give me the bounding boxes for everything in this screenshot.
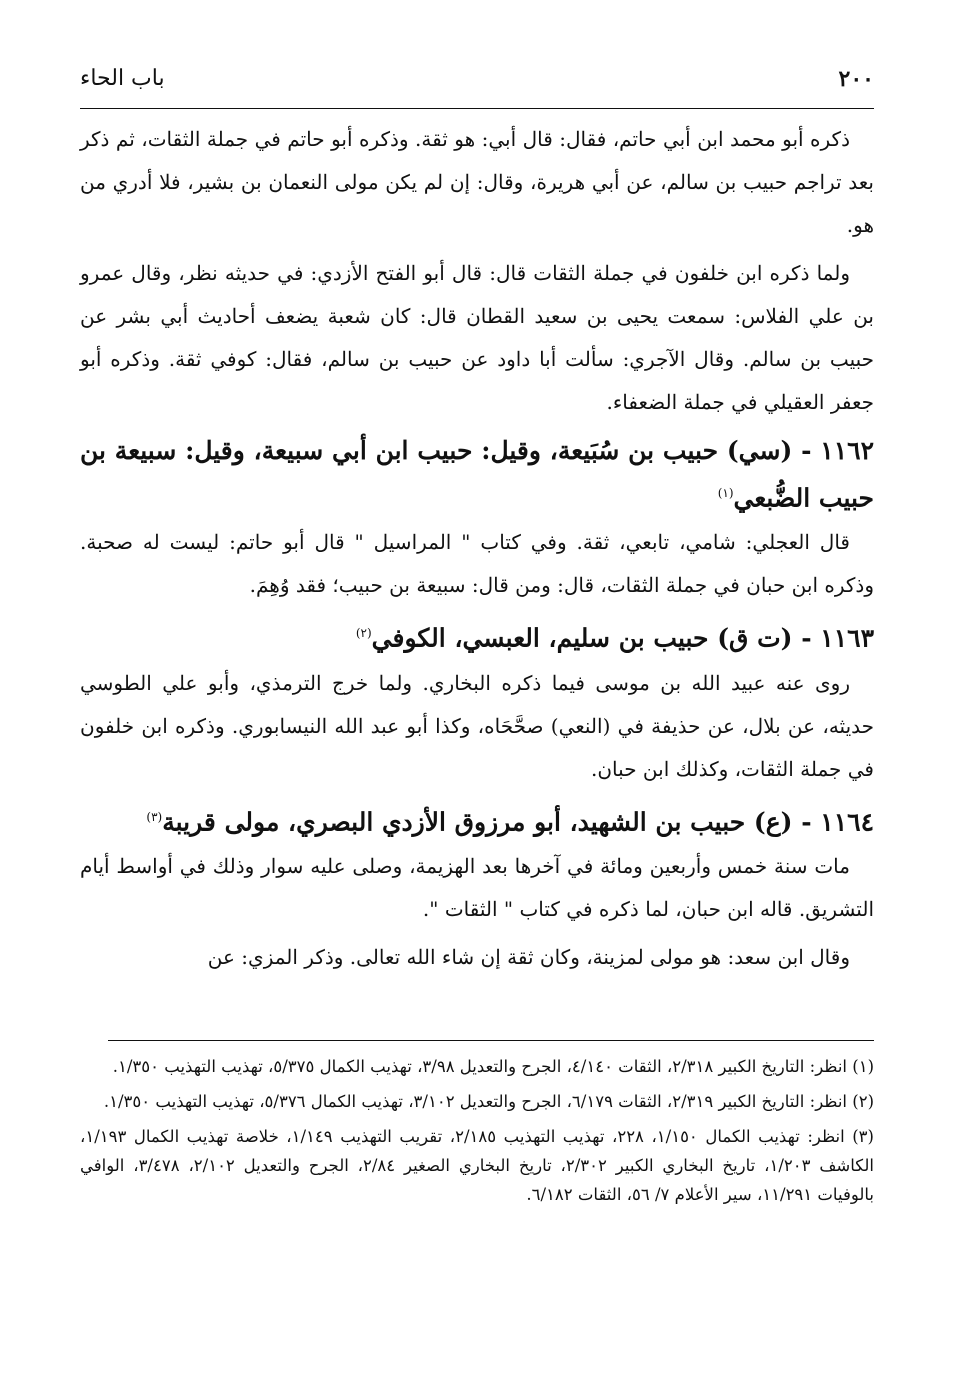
footnote-divider bbox=[108, 1040, 874, 1041]
footnote: (١) انظر: التاريخ الكبير ٢/٣١٨، الثقات ٤/١٤٠، الجرح والتعديل ٣/٩٨، تهذيب الكمال ٥/٣٧٥، تهذيب التهذيب ١/٣٥٠. bbox=[112, 1057, 874, 1076]
entry-heading-text: ١١٦٣ - (ت ق) حبيب بن سليم، العبسي، الكوفي bbox=[371, 623, 874, 653]
entry-text-1164-continued: وقال ابن سعد: هو مولى لمزينة، وكان ثقة إن شاء الله تعالى. وذكر المزي: عن bbox=[207, 944, 850, 969]
running-head: باب الحاء bbox=[80, 66, 165, 91]
footnote-marker: (١) bbox=[717, 486, 734, 500]
entry-heading-text: ١١٦٤ - (ع) حبيب بن الشهيد، أبو مرزوق الأزدي البصري، مولى قريبة bbox=[162, 806, 874, 836]
paragraph: ذكره أبو محمد ابن أبي حاتم، فقال: قال أبي: هو ثقة. وذكره أبو حاتم في جملة الثقات، ثم ذكر بعد تراجم حبيب بن سالم، عن أبي هريرة، وقال: إن لم يكن مولى النعمان بن بشير، فلا أدري من هو. bbox=[80, 127, 874, 237]
page-header bbox=[80, 62, 874, 102]
entry-text-1163: روى عنه عبيد الله بن موسى فيما ذكره البخاري. ولما خرج الترمذي، وأبو علي الطوسي حديثه، عن بلال، عن حذيفة في (النعي) صحَّحَاه، وكذا أبو عبد الله النيسابوري. وذكره ابن خلفون في جملة الثقات، وكذلك ابن حبان. bbox=[80, 670, 874, 781]
footnotes bbox=[80, 1052, 874, 1215]
footnote-marker: (٣) bbox=[146, 809, 163, 824]
footnote-marker: (٢) bbox=[355, 626, 372, 641]
page-number: ٢٠٠ bbox=[838, 66, 874, 92]
entry-heading-1164 bbox=[80, 796, 874, 843]
header-divider bbox=[80, 108, 874, 109]
entry-heading-1162 bbox=[80, 429, 874, 519]
entry-heading-1163 bbox=[80, 612, 874, 659]
entry-text-1164: مات سنة خمس وأربعين ومائة في آخرها بعد الهزيمة، وصلى عليه سوار وذلك في أواسط أيام التشريق. قاله ابن حبان، لما ذكره في كتاب " الثقات ". bbox=[80, 853, 874, 921]
entry-heading-text: ١١٦٢ - (سي) حبيب بن سُبَيعة، وقيل: حبيب ابن أبي سبيعة، وقيل: سبيعة بن حبيب الضُّبعي bbox=[80, 436, 874, 513]
footnote: (٣) انظر: تهذيب الكمال ١/١٥٠، ٢٢٨، تهذيب التهذيب ٢/١٨٥، تقريب التهذيب ١/١٤٩، خلاصة تهذيب الكمال ١/١٩٣، الكاشف ١/٢٠٣، تاريخ البخاري الكبير ٢/٣٠٢، تاريخ البخاري الصغير ٢/٨٤، الجرح والتعديل ٢/١٠٢، ٣/٤٧٨، الوافي بالوفيات ١١/٢٩١، سير الأعلام ٧/ ٥٦، الثقات ٦/١٨٢. bbox=[80, 1127, 874, 1204]
paragraph: ولما ذكره ابن خلفون في جملة الثقات قال: قال أبو الفتح الأزدي: في حديثه نظر، وقال عمرو بن علي الفلاس: سمعت يحيى بن سعيد القطان قال: كان شعبة يضعف أحاديث أبي بشر عن حبيب بن سالم. وقال الآجري: سألت أبا داود عن حبيب بن سالم، فقال: كوفي ثقة. وذكره أبو جعفر العقيلي في جملة الضعفاء. bbox=[80, 261, 874, 414]
main-text bbox=[80, 118, 874, 984]
entry-text-1162: قال العجلي: شامي، تابعي، ثقة. وفي كتاب " المراسيل " قال أبو حاتم: ليست له صحبة. وذكره ابن حبان في جملة الثقات، قال: ومن قال: سبيعة بن حبيب؛ فقد وُهِمَ. bbox=[80, 530, 874, 598]
footnote: (٢) انظر: التاريخ الكبير ٢/٣١٩، الثقات ٦/١٧٩، الجرح والتعديل ٣/١٠٢، تهذيب الكمال ٥/٣٧٦، تهذيب التهذيب ١/٣٥٠. bbox=[103, 1092, 874, 1111]
